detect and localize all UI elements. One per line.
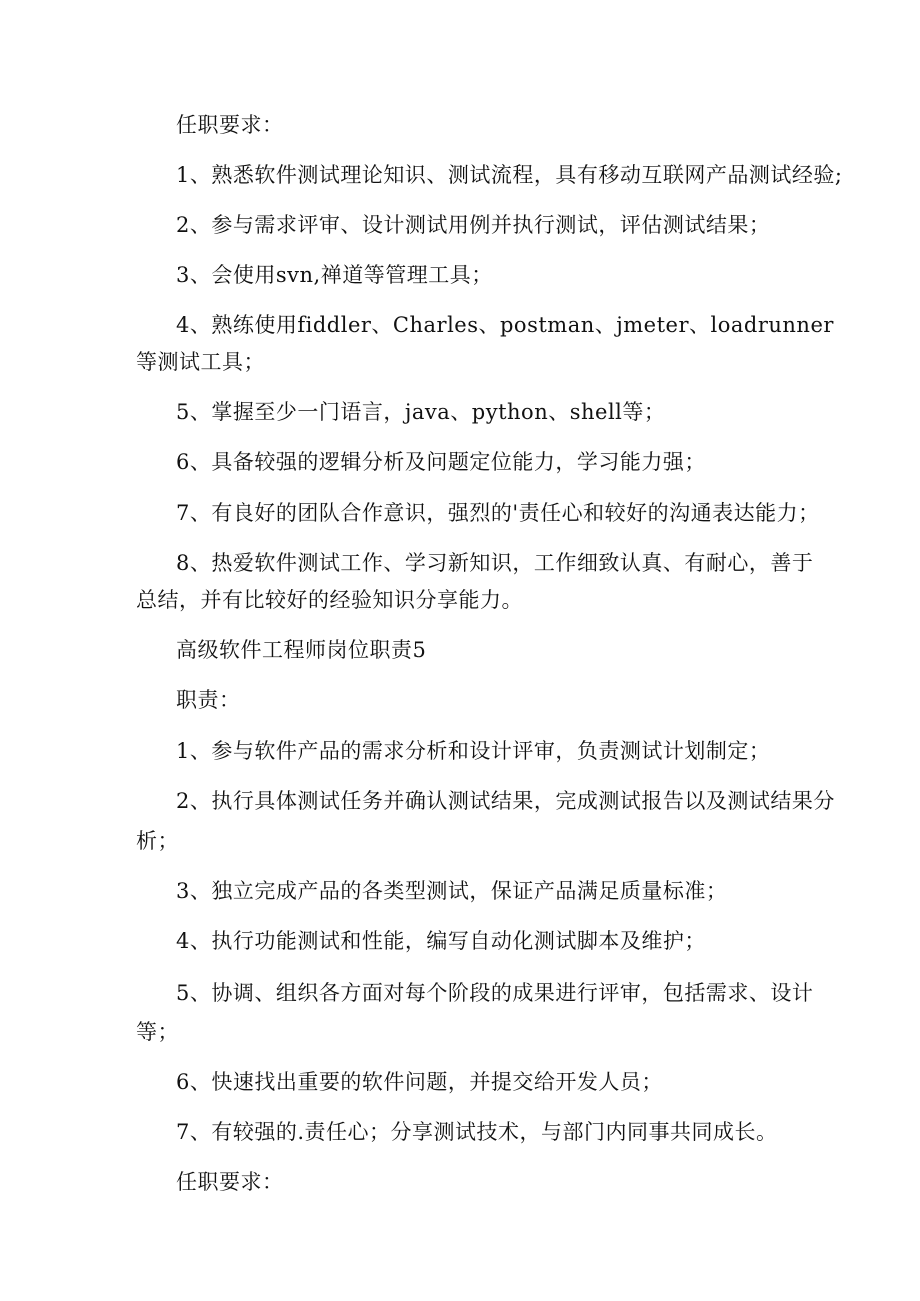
requirement-item-4-line-1: 4、熟练使用fiddler、Charles、postman、jmeter、loadrunner	[176, 313, 834, 337]
duty-item-2-line-1: 2、执行具体测试任务并确认测试结果，完成测试报告以及测试结果分	[176, 789, 835, 813]
duty-item-2-line-2: 析；	[136, 829, 179, 853]
requirement-item-5: 5、掌握至少一门语言，java、python、shell等；	[176, 400, 666, 424]
section-title: 高级软件工程师岗位职责5	[176, 638, 427, 662]
requirement-item-7: 7、有良好的团队合作意识，强烈的'责任心和较好的沟通表达能力；	[176, 501, 820, 525]
duty-item-7: 7、有较强的.责任心；分享测试技术，与部门内同事共同成长。	[176, 1120, 778, 1144]
duty-item-4: 4、执行功能测试和性能，编写自动化测试脚本及维护；	[176, 929, 706, 953]
duty-item-1: 1、参与软件产品的需求分析和设计评审，负责测试计划制定；	[176, 739, 771, 763]
requirement-item-2: 2、参与需求评审、设计测试用例并执行测试，评估测试结果；	[176, 213, 771, 237]
requirement-item-8-line-1: 8、热爱软件测试工作、学习新知识，工作细致认真、有耐心，善于	[176, 551, 814, 575]
duty-item-5-line-1: 5、协调、组织各方面对每个阶段的成果进行评审，包括需求、设计	[176, 981, 814, 1005]
requirement-item-4-line-2: 等测试工具；	[136, 350, 265, 374]
duty-item-3: 3、独立完成产品的各类型测试，保证产品满足质量标准；	[176, 879, 728, 903]
requirements-heading-2: 任职要求：	[176, 1170, 284, 1194]
duties-heading: 职责：	[176, 688, 241, 712]
requirement-item-8-line-2: 总结，并有比较好的经验知识分享能力。	[136, 588, 523, 612]
duty-item-5-line-2: 等；	[136, 1020, 179, 1044]
requirement-item-3: 3、会使用svn,禅道等管理工具；	[176, 263, 493, 287]
requirements-heading: 任职要求：	[176, 113, 284, 137]
duty-item-6: 6、快速找出重要的软件问题，并提交给开发人员；	[176, 1070, 663, 1094]
requirement-item-1: 1、熟悉软件测试理论知识、测试流程，具有移动互联网产品测试经验;	[176, 163, 843, 187]
requirement-item-6: 6、具备较强的逻辑分析及问题定位能力，学习能力强；	[176, 450, 706, 474]
